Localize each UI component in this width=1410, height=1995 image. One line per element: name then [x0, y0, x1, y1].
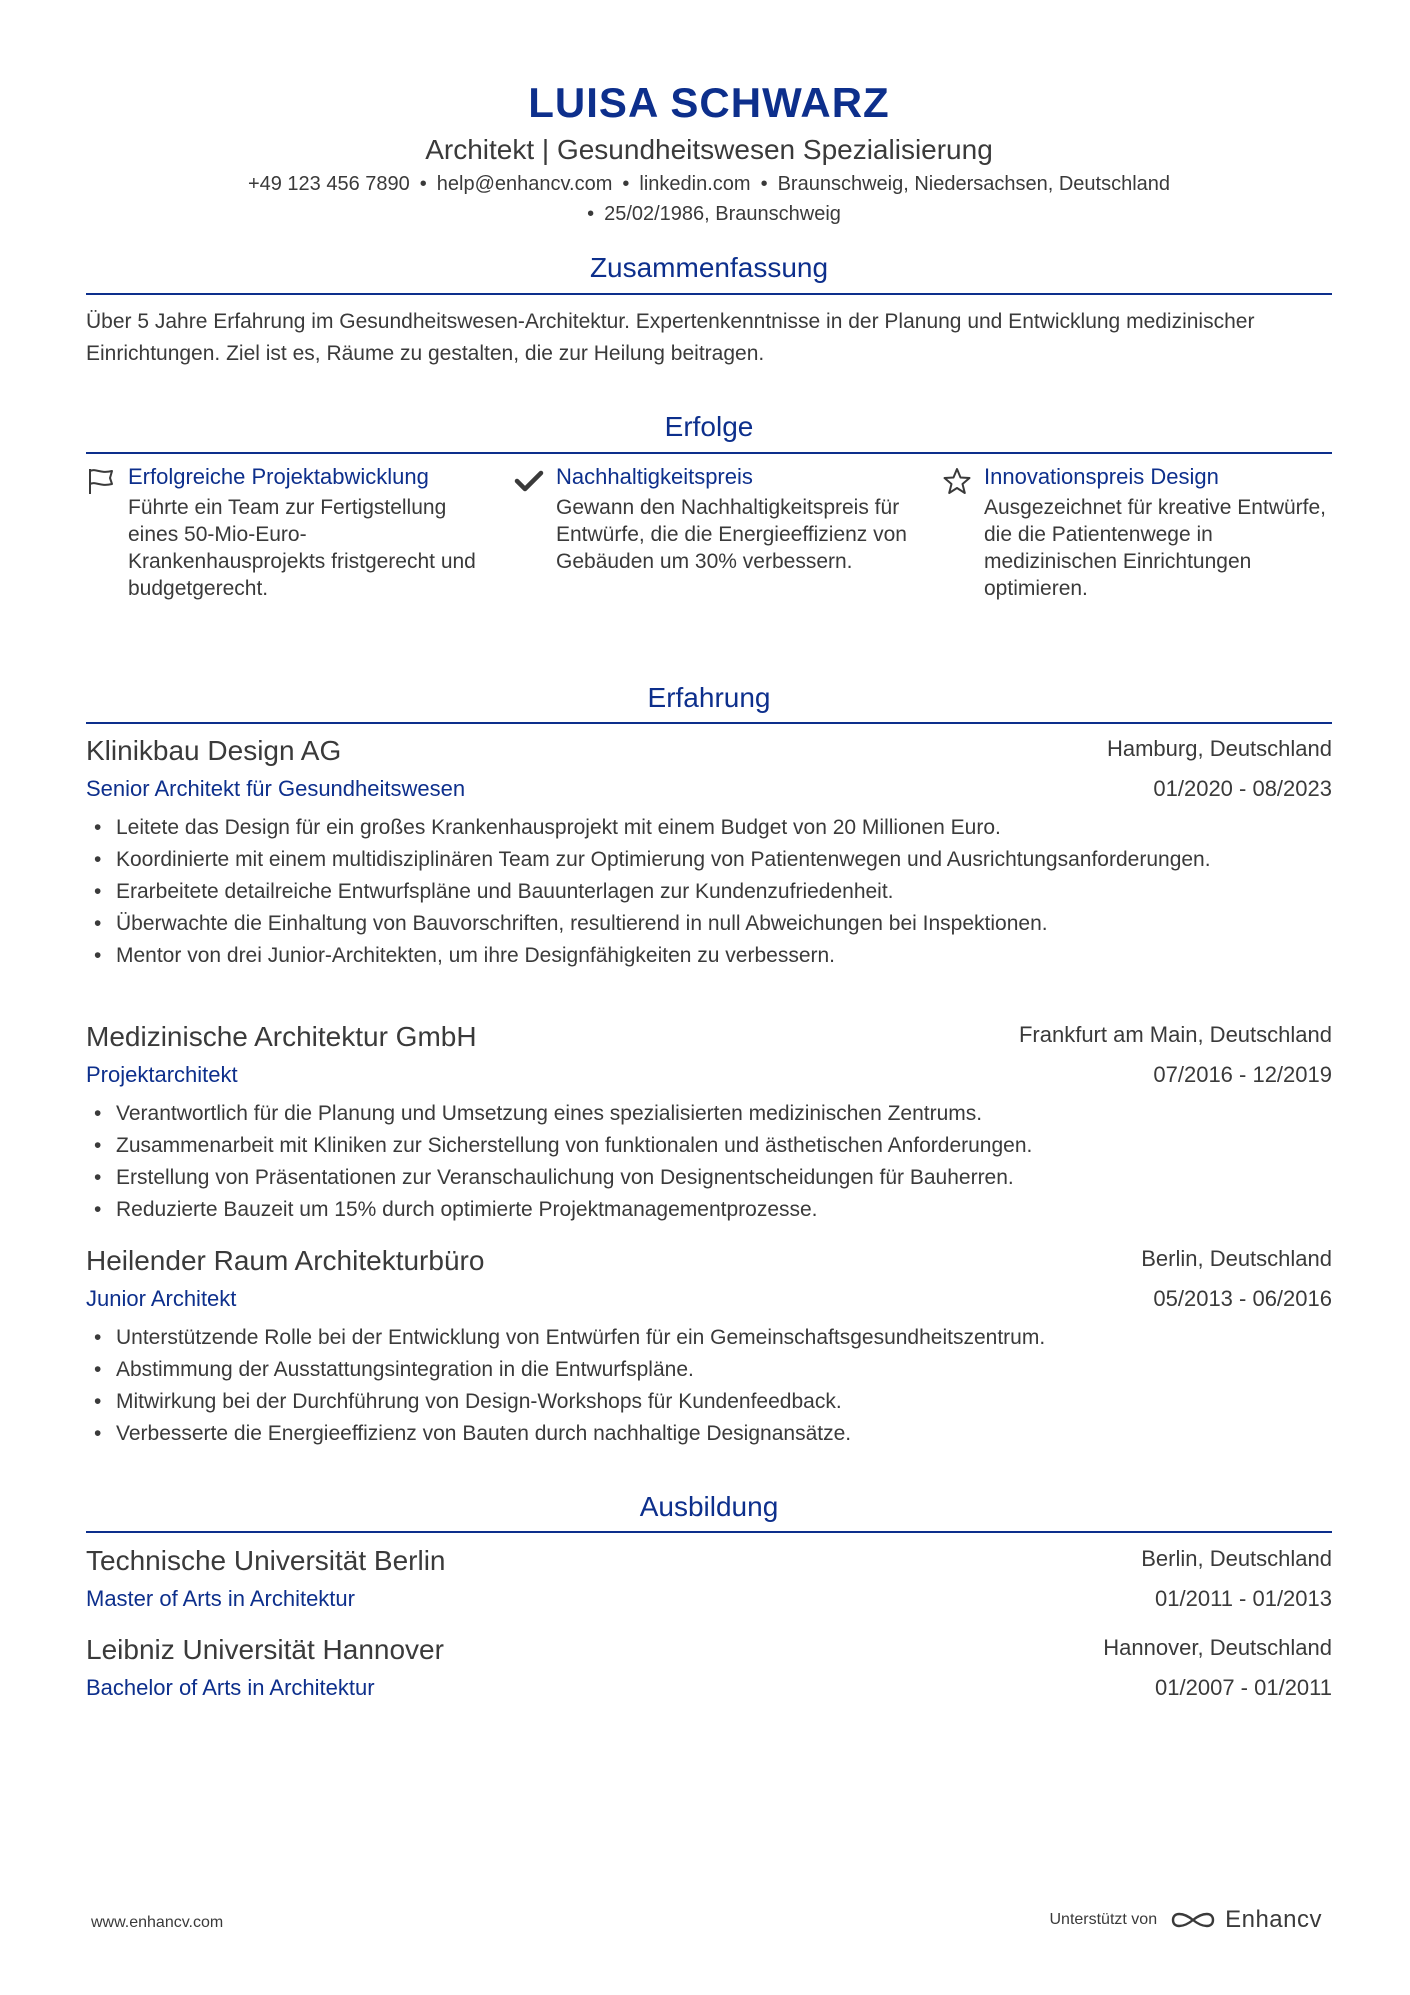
job-bullet: • Verbesserte die Energieeffizienz von Bauten durch nachhaltige Designansätze. [86, 1418, 1332, 1450]
achievement-item [86, 462, 486, 602]
job-bullets [86, 1098, 1332, 1226]
footer-brand: Enhancv [1225, 1906, 1322, 1933]
section-title-experience: Erfahrung [647, 682, 771, 713]
achievement-title: Erfolgreiche Projektabwicklung [128, 464, 429, 489]
bullet-separator: • [760, 173, 768, 195]
footer-website[interactable]: www.enhancv.com [91, 1914, 224, 1931]
job-company: Klinikbau Design AG [86, 735, 342, 766]
footer-branding[interactable] [1049, 1906, 1322, 1934]
achievement-title: Nachhaltigkeitspreis [556, 464, 753, 489]
section-title-education: Ausbildung [639, 1491, 779, 1522]
star-icon [942, 466, 972, 496]
section-divider [86, 293, 1332, 295]
contact-linkedin[interactable]: linkedin.com [639, 173, 751, 195]
job-location: Hamburg, Deutschland [1106, 736, 1332, 761]
job-bullet: • Erarbeitete detailreiche Entwurfspläne und Bauunterlagen zur Kundenzufriedenheit. [86, 876, 1332, 908]
candidate-name: LUISA SCHWARZ [528, 79, 890, 126]
job-company: Medizinische Architektur GmbH [86, 1021, 477, 1052]
job-bullet: • Abstimmung der Ausstattungsintegration in die Entwurfspläne. [86, 1354, 1332, 1386]
job-role: Projektarchitekt [86, 1062, 238, 1087]
flag-icon [86, 466, 116, 496]
job-role: Senior Architekt für Gesundheitswesen [86, 776, 466, 801]
job-bullet: • Verantwortlich für die Planung und Umsetzung eines spezialisierten medizinischen Zentrums. [86, 1098, 1332, 1130]
job-bullet: • Leitete das Design für ein großes Krankenhausprojekt mit einem Budget von 20 Millionen Euro. [86, 812, 1332, 844]
education-degree: Bachelor of Arts in Architektur [86, 1675, 375, 1700]
section-title-achievements: Erfolge [664, 411, 754, 442]
achievement-item [514, 462, 914, 575]
achievement-description: Ausgezeichnet für kreative Entwürfe, die die Patientenwege in medizinischen Einrichtungen optimieren. [984, 496, 1327, 600]
achievement-item [942, 462, 1342, 602]
job-dates: 07/2016 - 12/2019 [1153, 1062, 1332, 1087]
contact-phone: +49 123 456 7890 [247, 173, 410, 195]
job-bullet: • Mentor von drei Junior-Architekten, um ihre Designfähigkeiten zu verbessern. [86, 940, 1332, 972]
job-bullet: • Koordinierte mit einem multidisziplinären Team zur Optimierung von Patientenwegen und Ausrichtungsanforderungen. [86, 844, 1332, 876]
footer-powered-by: Unterstützt von [1049, 1911, 1158, 1928]
job-bullets [86, 812, 1332, 972]
section-divider [86, 452, 1332, 454]
job-role: Junior Architekt [86, 1286, 237, 1311]
job-bullet: • Mitwirkung bei der Durchführung von Design-Workshops für Kundenfeedback. [86, 1386, 1332, 1418]
education-degree: Master of Arts in Architektur [86, 1586, 355, 1611]
bullet-separator: • [622, 173, 630, 195]
job-location: Berlin, Deutschland [1141, 1246, 1332, 1271]
job-location: Frankfurt am Main, Deutschland [1018, 1022, 1332, 1047]
bullet-separator: • [419, 173, 427, 195]
contact-line [86, 170, 1332, 198]
summary-text: Über 5 Jahre Erfahrung im Gesundheitswesen-Architektur. Expertenkenntnisse in der Planung und Entwicklung medizinischer Einrichtungen. Ziel ist es, Räume zu gestalten, die zur Heilung beitragen. [86, 310, 1255, 365]
education-entry [86, 1542, 1332, 1618]
achievement-description: Führte ein Team zur Fertigstellung eines 50-Mio-Euro-Krankenhausprojekts fristgerecht und budgetgerecht. [128, 496, 476, 600]
checkmark-icon [514, 466, 544, 496]
job-company: Heilender Raum Architekturbüro [86, 1245, 485, 1276]
candidate-title: Architekt | Gesundheitswesen Spezialisierung [425, 134, 993, 165]
education-entry [86, 1631, 1332, 1707]
bullet-separator: • [587, 203, 595, 225]
resume-header [86, 78, 1332, 228]
education-school: Technische Universität Berlin [86, 1545, 446, 1576]
job-bullet: • Erstellung von Präsentationen zur Veranschaulichung von Designentscheidungen für Bauherren. [86, 1162, 1332, 1194]
education-location: Hannover, Deutschland [1103, 1635, 1332, 1660]
job-bullet: • Unterstützende Rolle bei der Entwicklung von Entwürfen für ein Gemeinschaftsgesundheitszentrum. [86, 1322, 1332, 1354]
education-dates: 01/2011 - 01/2013 [1155, 1586, 1332, 1611]
section-title-summary: Zusammenfassung [589, 252, 829, 283]
education-school: Leibniz Universität Hannover [86, 1634, 444, 1665]
job-bullet: • Reduzierte Bauzeit um 15% durch optimierte Projektmanagementprozesse. [86, 1194, 1332, 1226]
job-entry [86, 732, 1332, 972]
contact-birth: 25/02/1986, Braunschweig [604, 203, 841, 225]
job-bullets [86, 1322, 1332, 1450]
job-entry [86, 1018, 1332, 1226]
job-dates: 05/2013 - 06/2016 [1153, 1286, 1332, 1311]
job-bullet: • Zusammenarbeit mit Kliniken zur Sicherstellung von funktionalen und ästhetischen Anforderungen. [86, 1130, 1332, 1162]
education-dates: 01/2007 - 01/2011 [1155, 1675, 1332, 1700]
contact-line-2 [86, 200, 1332, 228]
enhancv-logo-icon [1169, 1907, 1217, 1933]
achievement-description: Gewann den Nachhaltigkeitspreis für Entwürfe, die die Energieeffizienz von Gebäuden um 30% verbessern. [556, 496, 907, 573]
contact-location: Braunschweig, Niedersachsen, Deutschland [777, 173, 1171, 195]
achievement-title: Innovationspreis Design [984, 464, 1219, 489]
education-location: Berlin, Deutschland [1141, 1546, 1332, 1571]
job-entry [86, 1242, 1332, 1450]
job-bullet: • Überwachte die Einhaltung von Bauvorschriften, resultierend in null Abweichungen bei Inspektionen. [86, 908, 1332, 940]
section-divider [86, 1531, 1332, 1533]
job-dates: 01/2020 - 08/2023 [1153, 776, 1332, 801]
section-divider [86, 722, 1332, 724]
contact-email[interactable]: help@enhancv.com [436, 173, 613, 195]
